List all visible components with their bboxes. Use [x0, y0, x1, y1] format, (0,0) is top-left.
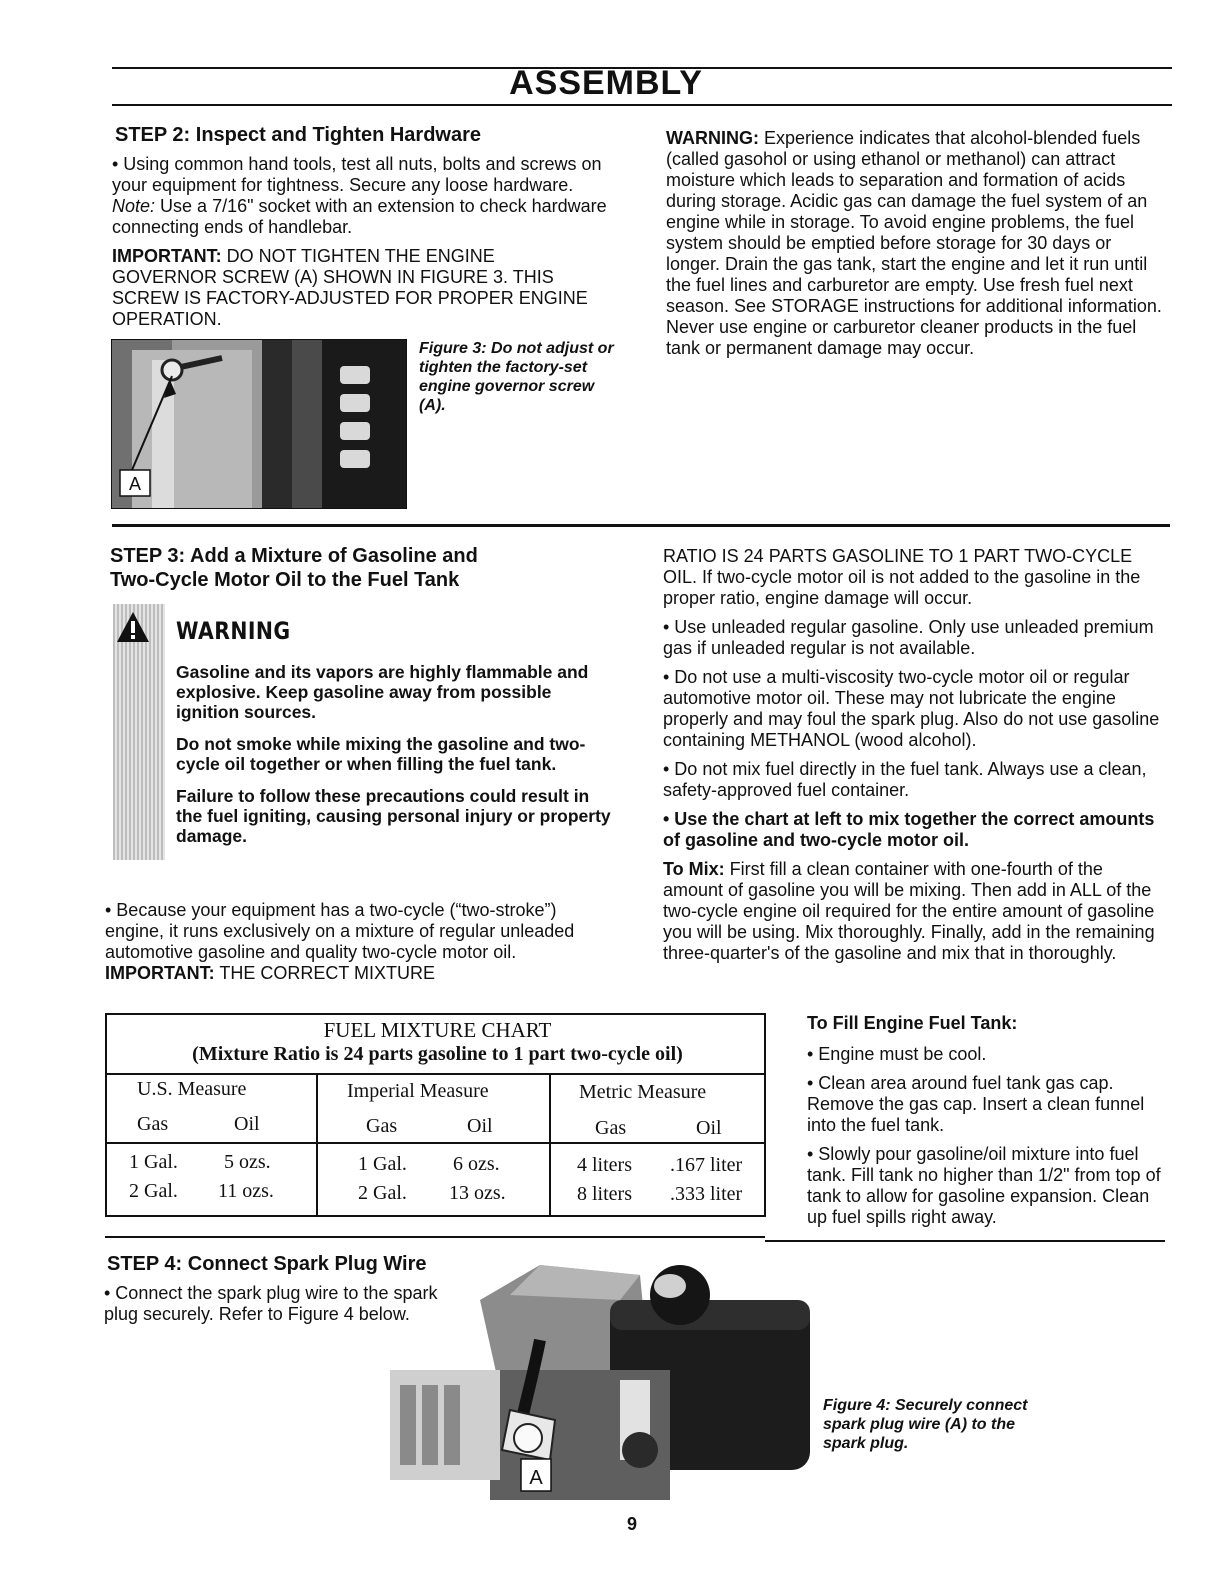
fuel-mixture-chart: [105, 1013, 766, 1217]
chart-rule-2: [107, 1142, 766, 1144]
chart-sub-oil-us: Oil: [234, 1113, 260, 1135]
chart-cell-r1c4: 6 ozs.: [453, 1153, 500, 1175]
warning-title: WARNING: [176, 617, 291, 645]
step4-heading: STEP 4: Connect Spark Plug Wire: [107, 1253, 427, 1275]
chart-rule-1: [107, 1073, 766, 1075]
bullet-viscosity: • Do not use a multi-viscosity two-cycle motor oil or regular automotive motor oil. These may not lubricate the engine properly and may foul the spark plug. Also do not use gasoline containing METHANOL (wood alcohol).: [663, 667, 1160, 750]
chart-cell-r1c5: 4 liters: [577, 1154, 632, 1176]
chart-sub-gas-us: Gas: [137, 1113, 169, 1135]
step3-bullet-main: [105, 900, 605, 984]
chart-subtitle: (Mixture Ratio is 24 parts gasoline to 1 part two-cycle oil): [192, 1043, 683, 1065]
chart-group-imperial: Imperial Measure: [347, 1080, 489, 1102]
figure3-caption: Figure 3: Do not adjust or tighten the factory-set engine governor screw (A).: [419, 340, 614, 414]
warning-icon: [116, 611, 150, 643]
page-number: 9: [626, 1514, 637, 1534]
chart-sub-gas-met: Gas: [595, 1117, 627, 1139]
chart-cell-r2c4: 13 ozs.: [449, 1182, 506, 1204]
chart-cell-r2c6: .333 liter: [670, 1183, 743, 1205]
step4-bullet: • Connect the spark plug wire to the spark plug securely. Refer to Figure 4 below.: [104, 1283, 438, 1324]
section-divider-2: [765, 1240, 1165, 1242]
storage-warning-text: Experience indicates that alcohol-blended fuels (called gasohol or using ethanol or methanol) can attract moisture which leads to separation and formation of acids during storage. Acidic gas can damage the fuel system of an engine while in storage. To avoid engine problems, the fuel system should be emptied before storage for 30 days or longer. Drain the gas tank, start the engine and let it run until the fuel lines and carburetor are empty. Use fresh fuel next season. See STORAGE instructions for additional information. Never use engine or carburetor cleaner products in the fuel tank or permanent damage may occur.: [666, 128, 1162, 358]
chart-cell-r2c5: 8 liters: [577, 1183, 632, 1205]
chart-col-div-2: [549, 1075, 551, 1215]
alert-triangle-icon: [116, 611, 150, 643]
chart-group-metric: Metric Measure: [579, 1081, 707, 1103]
chart-sub-gas-imp: Gas: [366, 1115, 398, 1137]
step2-important: [112, 246, 592, 330]
fill-tank-section: [807, 1013, 1167, 1236]
bullet-unleaded: • Use unleaded regular gasoline. Only use unleaded premium gas if unleaded regular is not available.: [663, 617, 1154, 658]
step2-note-label: Note:: [112, 196, 156, 216]
ratio-text: RATIO IS 24 PARTS GASOLINE TO 1 PART TWO-CYCLE OIL.: [663, 546, 1133, 587]
to-mix-text: First fill a clean container with one-fourth of the amount of gasoline you will be mixing. Then add in ALL of the two-cycle engine oil required for the entire amount of gasoline you will be using. Mix thoroughly. Finally, add in the remaining three-quarter's of the gasoline and mix that in thoroughly.: [663, 859, 1155, 963]
storage-warning-label: WARNING:: [666, 128, 759, 148]
step2-bullet-text-b: Use a 7/16" socket with an extension to check hardware connecting ends of handlebar.: [112, 196, 607, 237]
bullet-container: • Do not mix fuel directly in the fuel tank. Always use a clean, safety-approved fuel container.: [663, 759, 1147, 800]
step3-heading-line2: Two-Cycle Motor Oil to the Fuel Tank: [110, 569, 460, 591]
warning-p1: Gasoline and its vapors are highly flammable and explosive. Keep gasoline away from possible ignition sources.: [176, 662, 589, 722]
fill-tank-heading: To Fill Engine Fuel Tank:: [807, 1013, 1018, 1033]
warning-p2: Do not smoke while mixing the gasoline and two-cycle oil together or when filling the fuel tank.: [176, 734, 586, 774]
storage-warning: [666, 128, 1166, 359]
figure3-photo: [111, 339, 407, 509]
ratio-warning: If two-cycle motor oil is not added to the gasoline in the proper ratio, engine damage will occur.: [663, 567, 1141, 608]
bullet-chart: • Use the chart at left to mix together the correct amounts of gasoline and two-cycle motor oil.: [663, 809, 1155, 850]
step2-important-label: IMPORTANT:: [112, 246, 222, 266]
header-rule-bottom: [112, 104, 1172, 106]
section-divider-1: [112, 524, 1170, 527]
chart-cell-r1c2: 5 ozs.: [224, 1151, 271, 1173]
to-mix-label: To Mix:: [663, 859, 725, 879]
figure4-caption: Figure 4: Securely connect spark plug wire (A) to the spark plug.: [823, 1397, 1028, 1452]
fill-tank-bullet-1: • Engine must be cool.: [807, 1044, 987, 1064]
chart-cell-r1c1: 1 Gal.: [129, 1151, 178, 1173]
figure4-label: A: [529, 1467, 543, 1489]
chart-cell-r2c2: 11 ozs.: [218, 1180, 274, 1202]
step3-bullet-main-text: • Because your equipment has a two-cycle (“two-stroke”) engine, it runs exclusively on a mixture of regular unleaded automotive gasoline and quality two-cycle motor oil.: [105, 900, 575, 962]
figure3-label: A: [128, 474, 142, 494]
step3-important-text-a: THE CORRECT MIXTURE: [219, 963, 436, 983]
chart-cell-r1c3: 1 Gal.: [358, 1153, 407, 1175]
chart-cell-r2c3: 2 Gal.: [358, 1182, 407, 1204]
step2-bullet-text-a: • Using common hand tools, test all nuts, bolts and screws on your equipment for tightness. Secure any loose hardware.: [112, 154, 602, 195]
fill-tank-bullet-3: • Slowly pour gasoline/oil mixture into fuel tank. Fill tank no higher than 1/2" from top of tank to allow for gasoline expansion. Clean up fuel spills right away.: [807, 1144, 1161, 1227]
step3-heading-line1: STEP 3: Add a Mixture of Gasoline and: [110, 545, 478, 567]
engine-governor-illustration: [112, 340, 406, 508]
chart-bottom-rule: [105, 1236, 765, 1238]
chart-group-us: U.S. Measure: [137, 1078, 247, 1100]
step3-important-label: IMPORTANT:: [105, 963, 215, 983]
figure4-photo: [390, 1260, 820, 1510]
chart-cell-r1c6: .167 liter: [670, 1154, 743, 1176]
step2-body: [112, 154, 620, 338]
warning-p3: Failure to follow these precautions could result in the fuel igniting, causing personal injury or property damage.: [176, 786, 611, 846]
page-title: ASSEMBLY: [509, 64, 703, 102]
chart-sub-oil-met: Oil: [696, 1117, 722, 1139]
warning-body: [176, 662, 616, 858]
step2-bullet: [112, 154, 620, 238]
chart-title: FUEL MIXTURE CHART: [323, 1018, 552, 1042]
step2-important-text: DO NOT TIGHTEN THE ENGINE GOVERNOR SCREW (A) SHOWN IN FIGURE 3. THIS SCREW IS FACTORY-ADJUSTED FOR PROPER ENGINE OPERATION.: [112, 246, 588, 329]
step3-heading: [110, 544, 610, 592]
chart-col-div-1: [316, 1075, 318, 1215]
ratio-paragraph: [663, 546, 1165, 609]
chart-sub-oil-imp: Oil: [467, 1115, 493, 1137]
fill-tank-bullet-2: • Clean area around fuel tank gas cap. Remove the gas cap. Insert a clean funnel into the fuel tank.: [807, 1073, 1145, 1135]
to-mix-paragraph: [663, 859, 1165, 964]
step3-right-column: [663, 546, 1165, 972]
chart-cell-r2c1: 2 Gal.: [129, 1180, 178, 1202]
spark-plug-illustration: [390, 1260, 820, 1510]
step2-heading: STEP 2: Inspect and Tighten Hardware: [115, 124, 482, 146]
